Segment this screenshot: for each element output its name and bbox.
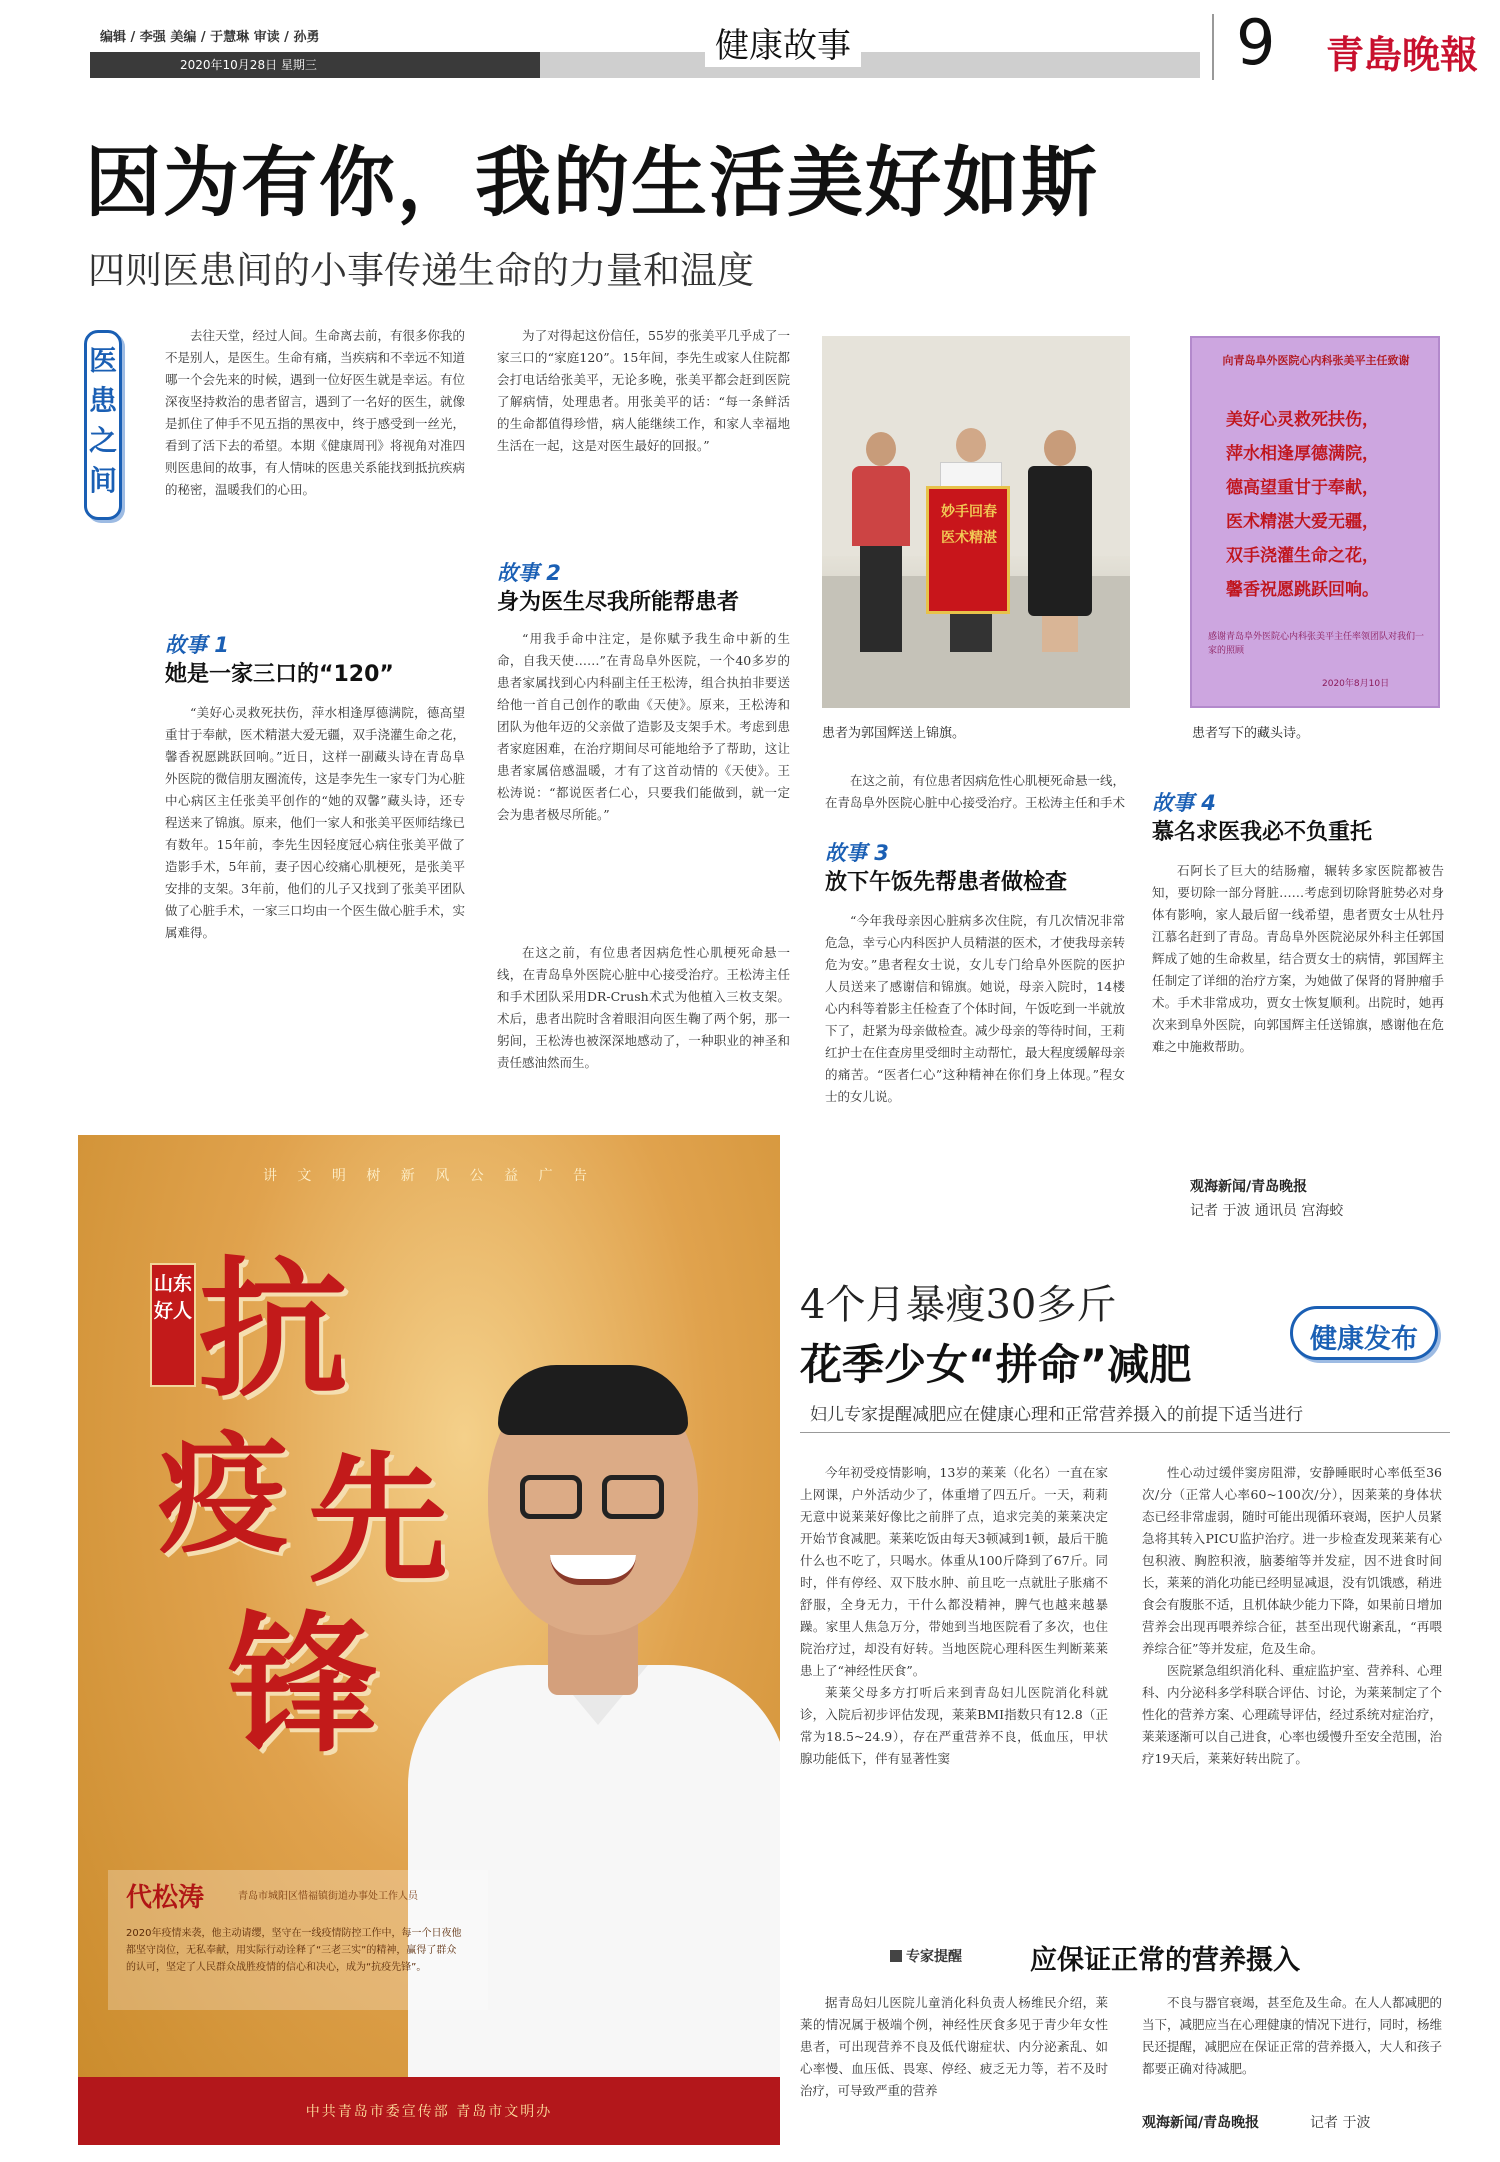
story1-label: 故事 1 — [165, 633, 229, 657]
story4-byline: 观海新闻/青岛晚报 — [1190, 1179, 1308, 1195]
subheadline: 四则医患间的小事传递生命的力量和温度 — [88, 249, 754, 292]
ad-portrait-hair — [498, 1365, 688, 1435]
photo1-caption: 患者为郭国辉送上锦旗。 — [822, 726, 966, 741]
photo-person-left — [852, 432, 910, 652]
story3-text: “今年我母亲因心脏病多次住院，有几次情况非常危急，幸亏心内科医护人员精湛的医术，才使我母亲转危为安。”患者程女士说，女儿专门给阜外医院的医护人员送来了感谢信和锦旗。她说，母亲入院时，14楼心内科等着影主任检查了个体时间，午饭吃到一半就放下了，赶紧为母亲做检查。减少母亲的等待时间，王莉红护士在住查房里受细时主动帮忙，最大程度缓解母亲的痛苦。“医者仁心”这种精神在你们身上体现。”程女士的女儿说。 — [825, 913, 1125, 1104]
story3-label: 故事 3 — [825, 841, 889, 865]
article2-headline: 花季少女“拼命”减肥 — [800, 1340, 1192, 1389]
story1-text: “美好心灵救死扶伤，萍水相逢厚德满院，德高望重甘于奉献，医术精湛大爱无疆，双手浇灌生命之花，馨香祝愿跳跃回响。”近日，这样一副藏头诗在青岛阜外医院的微信朋友圈流传，这是李先生一家专门为心脏中心病区主任张美平创作的“她的双馨”藏头诗，还专程送来了锦旗。原来，他们一家人和张美平医师结缘已有数年。15年前，李先生因轻度冠心病住张美平做了造影手术，5年前，妻子因心绞痛心肌梗死，是张美平安排的支架。3年前，他们的儿子又找到了张美平团队做了心脏手术，一家三口均由一个医生做心脏手术，实属难得。 — [165, 705, 465, 940]
story4-reporters: 记者 于波 通讯员 宫海蛟 — [1190, 1203, 1344, 1219]
article2-col2: 性心动过缓伴窦房阻滞，安静睡眠时心率低至36次/分（正常人心率60~100次/分），因莱莱的身体状态已经非常虚弱，随时可能出现循环衰竭，医护人员紧急将其转入PICU监护治疗。进一步检查发现莱莱有心包积液、胸腔积液，脑萎缩等并发症，因不进食时间长，莱莱的消化功能已经明显减退，没有饥饿感，稍进食会有腹胀不适，且机体缺少能力下降，如果前日增加营养会出现再喂养综合征，甚至出现代谢紊乱，“再喂养综合征”等并发症，危及生命。 医院紧急组织消化科、重症监护室、营养科、心理科、内分泌科多学科联合评估、讨论，为莱莱制定了个性化的营养方案、心理疏导评估，经过系统对症治疗，莱莱逐渐可以自己进食，心率也缓慢升至安全范围，治疗19天后，莱莱好转出院了。 — [1142, 1465, 1442, 1766]
expert-tag: 专家提醒 — [906, 1949, 962, 1965]
article2-col4: 不良与器官衰竭，甚至危及生命。在人人都减肥的当下，减肥应当在心理健康的情况下进行，同时，杨维民还提醒，减肥应在保证正常的营养摄入，大人和孩子都要正确对待减肥。 — [1142, 1995, 1442, 2076]
photo-banner — [926, 486, 1010, 614]
photo2-caption: 患者写下的藏头诗。 — [1192, 726, 1310, 741]
poem-line-1: 美好心灵救死扶伤， — [1226, 410, 1379, 430]
ad-person-name: 代松涛 — [126, 1883, 205, 1913]
article2-tag-box — [1290, 1306, 1438, 1360]
poem-line-5: 双手浇灌生命之花， — [1226, 546, 1379, 566]
ad-smile — [550, 1555, 636, 1585]
article2-reporter: 记者 于波 — [1310, 2115, 1371, 2131]
poem-line-6: 馨香祝愿跳跃回响。 — [1226, 580, 1379, 600]
story4-label: 故事 4 — [1152, 791, 1216, 815]
article2-tag: 健康发布 — [1310, 1324, 1418, 1355]
ad-top-banner: 讲 文 明 树 新 风 公 益 广 告 — [262, 1168, 596, 1184]
headline: 因为有你，我的生活美好如斯 — [85, 138, 1099, 227]
photo-person-right — [1028, 430, 1092, 652]
ad-body: 2020年疫情来袭，他主动请缨，坚守在一线疫情防控工作中，每一个日夜他都坚守岗位，无私奉献，用实际行动诠释了“三老三实”的精神，赢得了群众的认可，坚定了人民群众战胜疫情的信心和决心，成为“抗疫先锋”。 — [126, 1928, 462, 1973]
poem-card — [1190, 336, 1440, 708]
poem-line-3: 德高望重甘于奉献， — [1226, 478, 1379, 498]
expert-tag-square — [890, 1950, 902, 1962]
ad-badge-box — [150, 1263, 196, 1387]
ad-glasses-right — [602, 1475, 664, 1519]
story2-text-b: 在这之前，有位患者因病危性心肌梗死命悬一线，在青岛阜外医院心脏中心接受治疗。王松涛主任和手术团队采用DR-Crush术式为他植入三枚支架。术后，患者出院时含着眼泪向医生鞠了两个躬，那一躬间，王松涛也被深深地感动了，一种职业的神圣和责任感油然而生。 — [497, 945, 790, 1070]
ad-title-char-2: 疫 — [158, 1418, 289, 1571]
ad-title-char-3: 先 — [308, 1438, 449, 1602]
paper-logo: 青島晚報 — [1326, 32, 1479, 77]
story4-text: 石阿长了巨大的结肠瘤，辗转多家医院都被告知，要切除一部分肾脏……考虑到切除肾脏势必对身体有影响，家人最后留一线希望，患者贾女士从牡丹江慕名赶到了青岛。青岛阜外医院泌尿外科主任郭国辉成了她的生命救星，结合贾女士的病情，郭国辉主任制定了详细的治疗方案，为她做了保肾的肾肿瘤手术。手术非常成功，贾女士恢复顺利。出院时，她再次来到阜外医院，向郭国辉主任送锦旗，感谢他在危难之中施救帮助。 — [1152, 863, 1444, 1054]
public-service-ad — [78, 1135, 780, 2145]
story3-title: 放下午饭先帮患者做检查 — [825, 870, 1068, 895]
issue-date: 2020年10月28日 星期三 — [180, 58, 317, 72]
article2-rule — [800, 1432, 1450, 1433]
poem-footer: 感谢青岛阜外医院心内科张美平主任率领团队对我们一家的照顾 — [1208, 632, 1425, 656]
header-bar-light — [540, 52, 1200, 78]
header-divider — [1212, 14, 1214, 80]
column-tag-label: 医患之间 — [88, 344, 117, 497]
ad-badge: 山东好人 — [153, 1273, 192, 1322]
ad-title-char-4: 锋 — [228, 1597, 379, 1773]
story1-title: 她是一家三口的“120” — [165, 662, 394, 687]
article2-col3: 据青岛妇儿医院儿童消化科负责人杨维民介绍，莱莱的情况属于极端个例，神经性厌食多见于青少年女性患者，可出现营养不良及低代谢症状、内分泌紊乱、如心率慢、血压低、畏寒、停经、疲乏无力等，若不及时治疗，可导致严重的营养 — [800, 1995, 1108, 2098]
ad-sponsors: 中共青岛市委宣传部 青岛市文明办 — [305, 2104, 553, 2120]
column-tag — [84, 330, 122, 520]
article2-col1: 今年初受疫情影响，13岁的莱莱（化名）一直在家上网课，户外活动少了，体重增了四五斤。一天，莉莉无意中说莱莱好像比之前胖了点，追求完美的莱莱决定开始节食减肥。莱莱吃饭由每天3顿减到1顿，最后干脆什么也不吃了，只喝水。体重从100斤降到了67斤。同时，伴有停经、双下肢水肿、前且吃一点就肚子胀痛不舒服，全身无力，干什么都没精神，脾气也越来越暴躁。家里人焦急万分，带她到当地医院看了多次，也住院治疗过，却没有好转。当地医院心理科医生判断莱莱患上了“神经性厌食”。 莱莱父母多方打听后来到青岛妇儿医院消化科就诊，入院后初步评估发现，莱莱BMI指数只有12.8（正常为18.5~24.9），存在严重营养不良，低血压，甲状腺功能低下，伴有显著性窦 — [800, 1465, 1108, 1766]
story2-label: 故事 2 — [497, 561, 561, 585]
article2-subtitle: 妇儿专家提醒减肥应在健康心理和正常营养摄入的前提下适当进行 — [810, 1405, 1303, 1425]
page-number: 9 — [1236, 6, 1276, 79]
poem-header: 向青岛阜外医院心内科张美平主任致谢 — [1222, 354, 1410, 367]
ad-glasses-left — [520, 1475, 582, 1519]
poem-date: 2020年8月10日 — [1322, 679, 1390, 689]
article2-kicker: 4个月暴瘦30多斤 — [800, 1282, 1117, 1328]
section-title: 健康故事 — [705, 18, 861, 67]
ad-person-subtitle: 青岛市城阳区惜福镇街道办事处工作人员 — [238, 1891, 418, 1902]
ad-title-char-1: 抗 — [198, 1242, 349, 1418]
poem-line-4: 医术精湛大爱无疆， — [1226, 512, 1379, 532]
story2-text-end: 在这之前，有位患者因病危性心肌梗死命悬一线，在青岛阜外医院心脏中心接受治疗。王松涛主任和手术 — [825, 773, 1125, 810]
masthead — [0, 0, 1500, 82]
poem-line-2: 萍水相逢厚德满院， — [1226, 444, 1379, 464]
photo-patients-with-banner — [822, 336, 1130, 708]
expert-heading: 应保证正常的营养摄入 — [1030, 1945, 1300, 1976]
ad-portrait-head — [488, 1365, 698, 1635]
article2-byline: 观海新闻/青岛晚报 — [1142, 2115, 1260, 2131]
story4-title: 慕名求医我必不负重托 — [1152, 820, 1373, 845]
intro-text: 去往天堂，经过人间。生命离去前，有很多你我的不是别人，是医生。生命有痛，当疾病和不幸远不知道哪一个会先来的时候，遇到一位好医生就是幸运。有位深夜坚持救治的患者留言，遇到了一名好的医生，就像是抓住了伸手不见五指的黑夜中，终于感受到一丝光，看到了活下去的希望。本期《健康周刊》将视角对准四则医患间的故事，有人情味的医患关系能找到抵抗疾病的秘密，温暖我们的心田。 — [165, 328, 465, 497]
story2-title: 身为医生尽我所能帮患者 — [497, 590, 740, 615]
story2-text: “用我手命中注定，是你赋予我生命中新的生命，自我天使……”在青岛阜外医院，一个40多岁的患者家属找到心内科副主任王松涛，组合执拍非要送给他一首自己创作的歌曲《天使》。原来，王松涛和团队为他年迈的父亲做了造影及支架手术。考虑到患者家庭困难，在治疗期间尽可能地给予了帮助，这让患者家属倍感温暖，才有了这首动情的《天使》。王松涛说：“都说医者仁心，只要我们能做到，就一定会为患者极尽所能。” — [497, 631, 790, 822]
story1-text-continued: 为了对得起这份信任，55岁的张美平几乎成了一家三口的“家庭120”。15年间，李先生或家人住院都会打电话给张美平，无论多晚，张美平都会赶到医院了解病情，处理患者。用张美平的话：“每一条鲜活的生命都值得珍惜，病人能继续工作，和家人幸福地生活在一起，这是对医生最好的回报。” — [497, 328, 790, 453]
editor-credits: 编辑 / 李强 美编 / 于慧琳 审读 / 孙勇 — [100, 30, 320, 45]
photo-banner-text: 妙手回春医术精湛 — [941, 504, 997, 546]
